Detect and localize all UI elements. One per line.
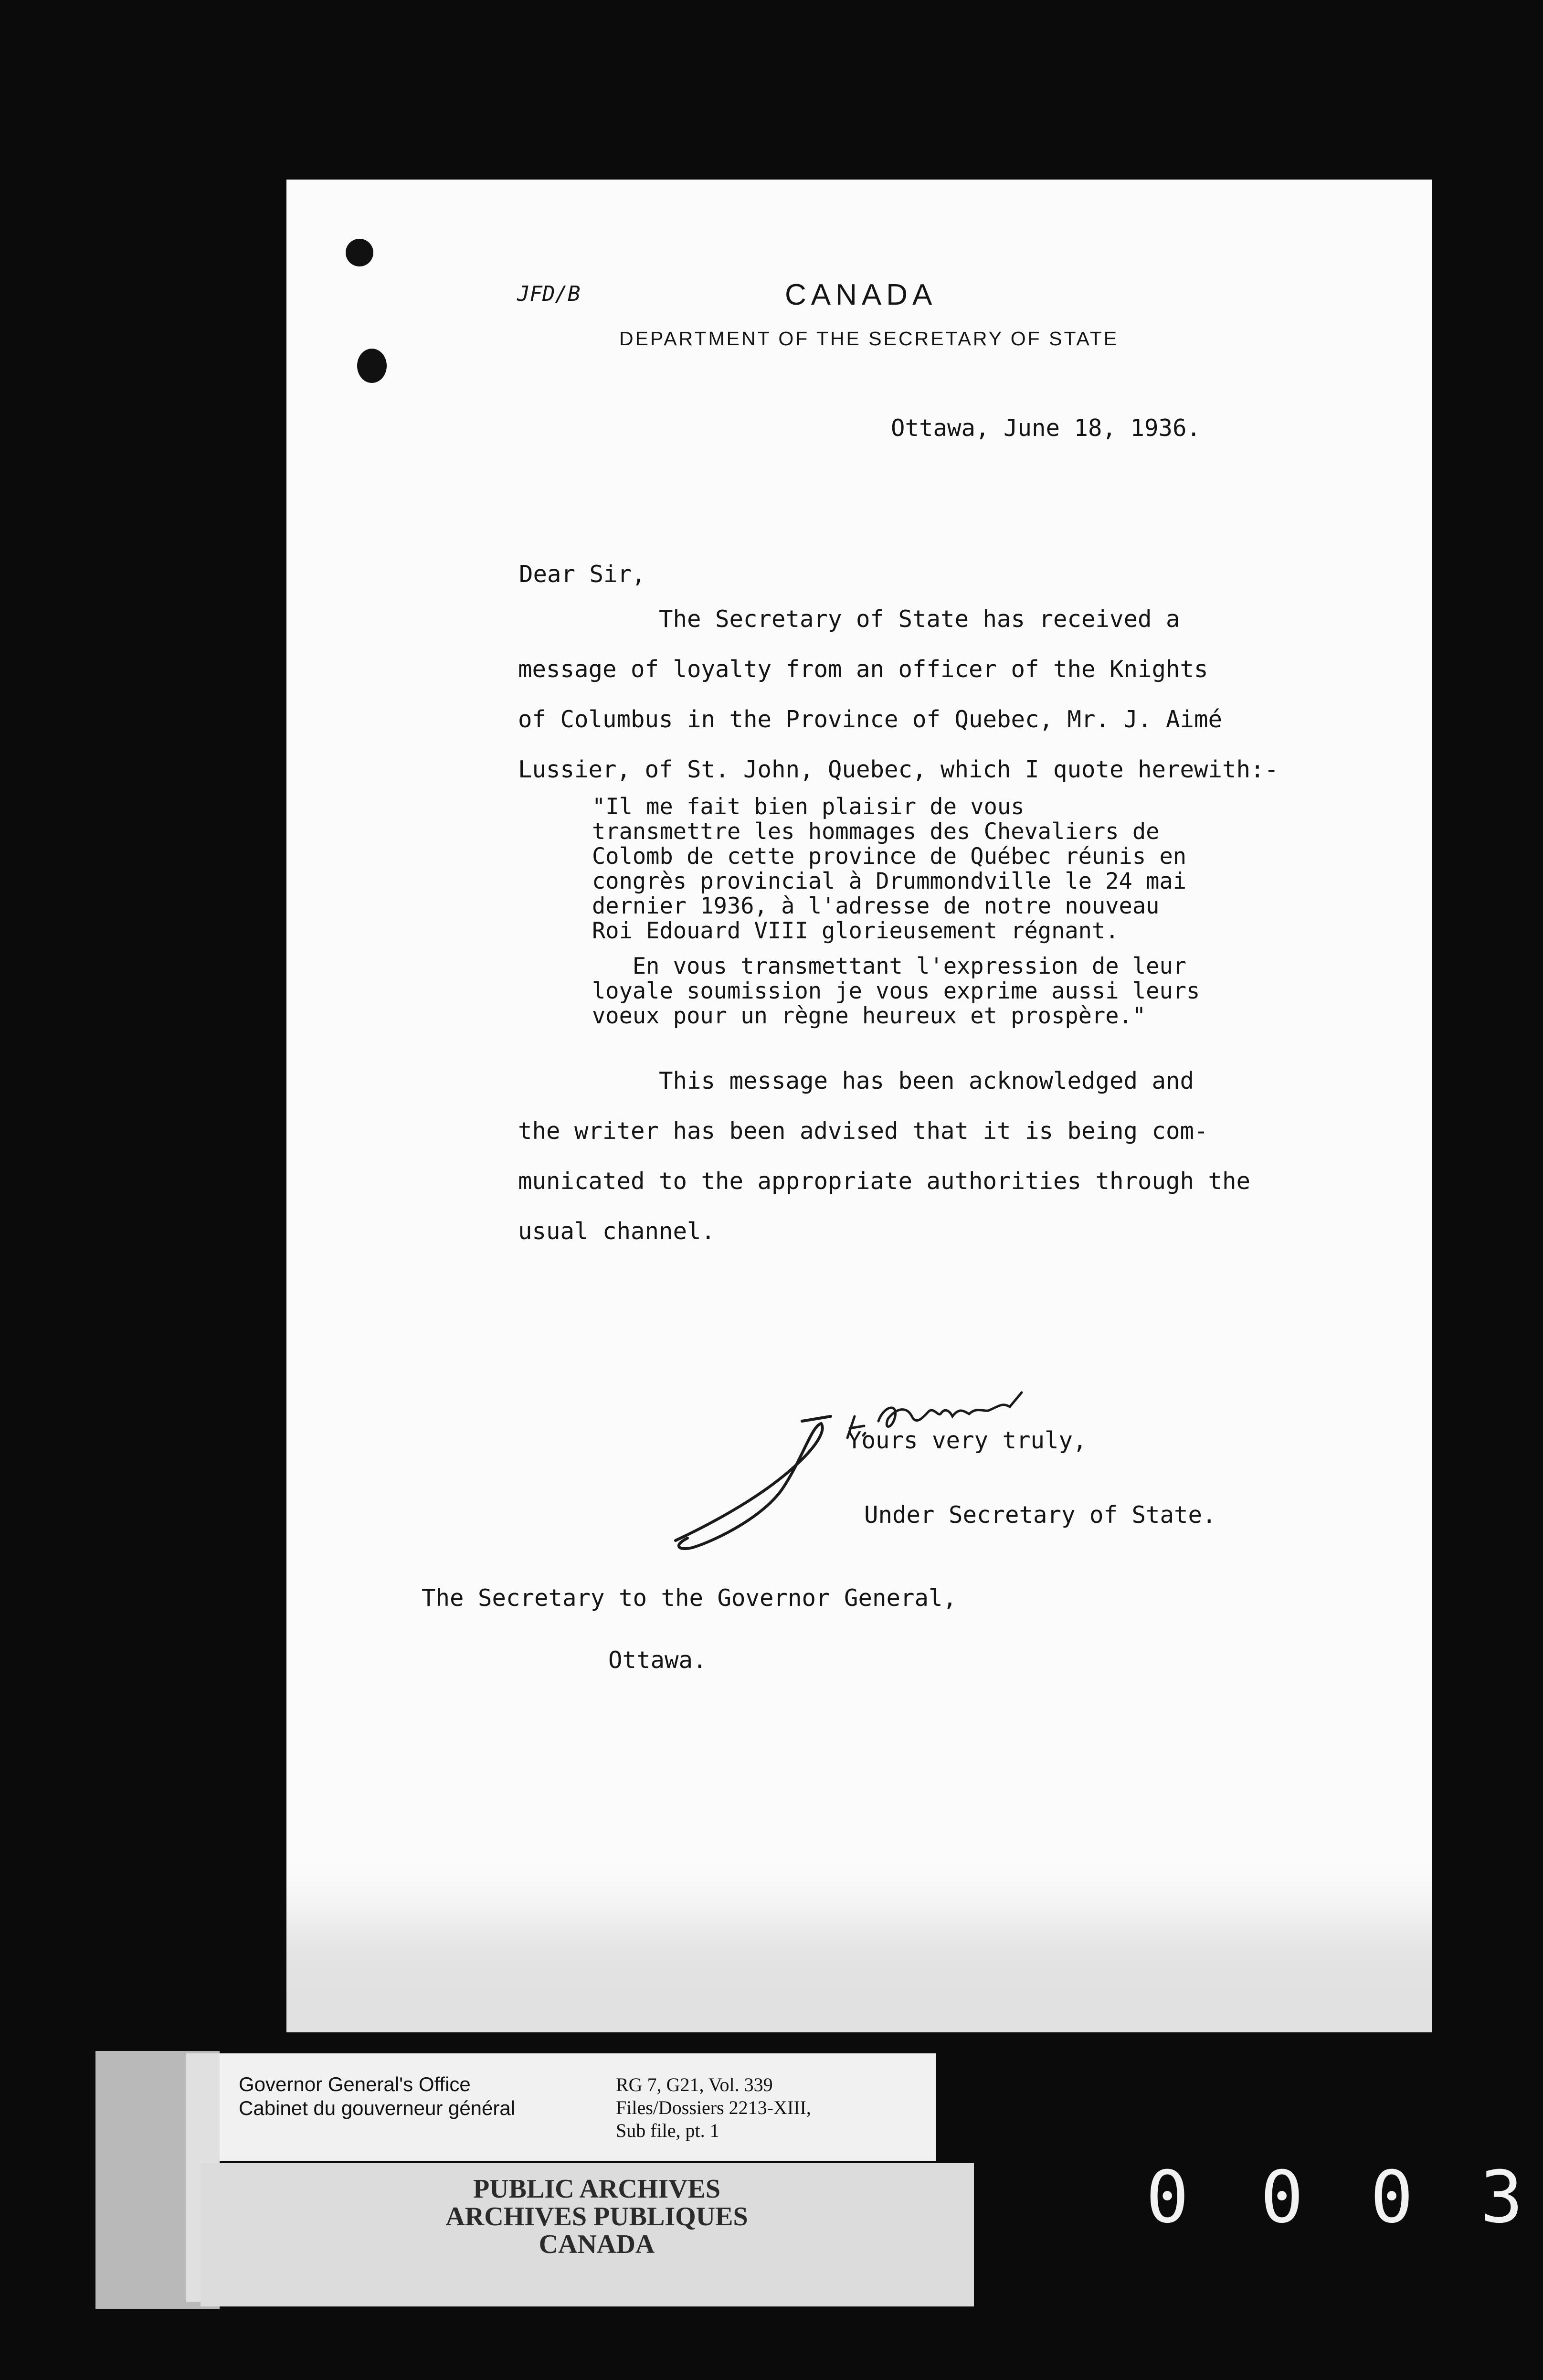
text-line: message of loyalty from an officer of the Knights (518, 656, 1208, 683)
archives-stamp (401, 2175, 793, 2258)
text-line: voeux pour un règne heureux et prospère." (592, 1003, 1146, 1029)
archive-reference (616, 2073, 811, 2142)
reference-code: JFD/B (517, 282, 581, 306)
text-line: En vous transmettant l'expression de leur (592, 953, 1187, 979)
reference-line: RG 7, G21, Vol. 339 (616, 2074, 773, 2095)
quoted-message-1 (592, 795, 1270, 944)
text-line: the writer has been advised that it is being com- (518, 1117, 1208, 1145)
salutation: Dear Sir, (519, 561, 646, 588)
text-line: transmettre les hommages des Chevaliers de (592, 818, 1160, 845)
frame-number-digit: 0 (1260, 2156, 1304, 2239)
closing: Yours very truly, (847, 1427, 1087, 1454)
office-english: Governor General's Office (239, 2073, 471, 2095)
frame-number-digit: 0 (1370, 2156, 1414, 2239)
frame-number-digit: 0 (1146, 2156, 1189, 2239)
recipient-title: The Secretary to the Governor General, (422, 1584, 957, 1612)
text-line: of Columbus in the Province of Quebec, Mr. J. Aimé (518, 706, 1223, 733)
stamp-line: CANADA (539, 2230, 655, 2259)
stamp-line: PUBLIC ARCHIVES (473, 2174, 721, 2204)
letterhead-department: DEPARTMENT OF THE SECRETARY OF STATE (619, 328, 1119, 350)
text-line: dernier 1936, à l'adresse de notre nouveau (592, 893, 1160, 919)
quoted-message-2 (592, 954, 1270, 1029)
reference-line: Sub file, pt. 1 (616, 2120, 719, 2141)
recipient-city: Ottawa. (608, 1647, 707, 1674)
text-line: This message has been acknowledged and (518, 1067, 1194, 1094)
body-paragraph-1 (518, 594, 1279, 795)
dateline: Ottawa, June 18, 1936. (891, 414, 1201, 442)
text-line: The Secretary of State has received a (518, 606, 1180, 633)
text-line: "Il me fait bien plaisir de vous (592, 794, 1025, 820)
text-line: Roi Edouard VIII glorieusement régnant. (592, 918, 1119, 944)
text-line: Colomb de cette province de Québec réunis en (592, 843, 1187, 870)
letterhead-country: CANADA (785, 278, 937, 311)
archive-office (239, 2072, 515, 2120)
punch-hole-mark (346, 239, 373, 266)
stamp-line: ARCHIVES PUBLIQUES (445, 2202, 748, 2231)
signer-title: Under Secretary of State. (864, 1501, 1216, 1529)
frame-number-digit: 3 (1480, 2156, 1523, 2239)
text-line: loyale soumission je vous exprime aussi leurs (592, 978, 1200, 1004)
letter-page (286, 180, 1432, 2032)
text-line: usual channel. (518, 1218, 716, 1245)
text-line: municated to the appropriate authorities through the (518, 1168, 1251, 1195)
text-line: Lussier, of St. John, Quebec, which I quote herewith:- (518, 756, 1279, 783)
text-line: congrès provincial à Drummondville le 24 mai (592, 868, 1187, 894)
office-french: Cabinet du gouverneur général (239, 2097, 516, 2119)
reference-line: Files/Dossiers 2213-XIII, (616, 2097, 811, 2118)
punch-hole-mark (357, 349, 387, 383)
handwritten-signature (659, 1335, 1089, 1574)
body-paragraph-2 (518, 1056, 1263, 1256)
